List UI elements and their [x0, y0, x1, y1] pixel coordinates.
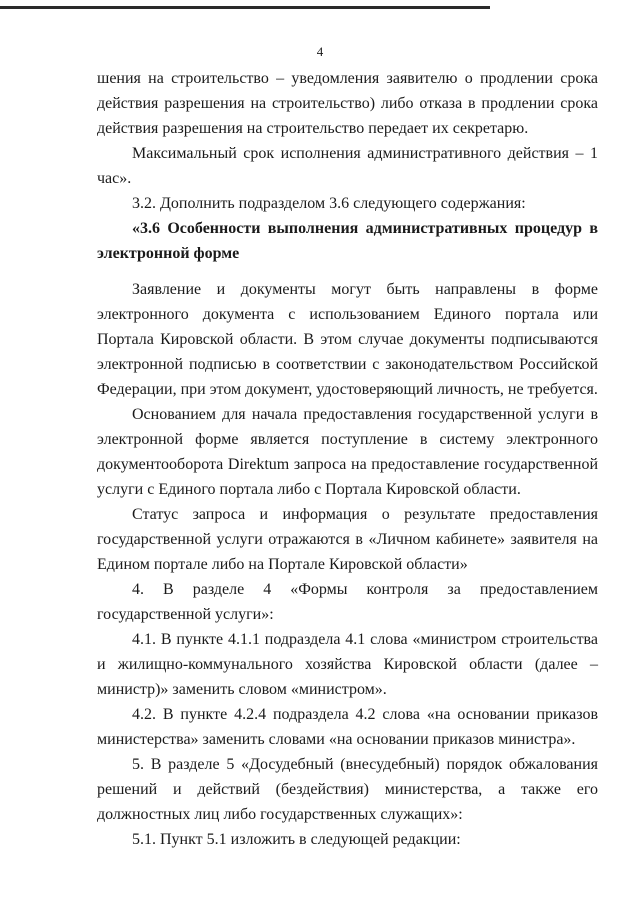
paragraph-request-status: Статус запроса и информация о результате предоставления государственной услуги отражаются в «Личном кабинете» заявителя на Едином портале либо на Портале Кировской области» — [97, 506, 598, 573]
paragraph-application-documents: Заявление и документы могут быть направлены в форме электронного документа с использованием Единого портала или Портала Кировской области. В этом случае документы подписываются электронной подписью в соответствии с законодательством Российской Федерации, при этом документ, удостоверяющий личность, не требуется. — [97, 281, 598, 398]
paragraph-max-term: Максимальный срок исполнения административного действия – 1 час». — [97, 145, 598, 187]
paragraph-basis-electronic: Основанием для начала предоставления государственной услуги в электронной форме является поступление в систему электронного документооборота Direktum запроса на предоставление государственной услуги с Единого портала либо с Портала Кировской области. — [97, 406, 598, 498]
section-heading-3-6: «3.6 Особенности выполнения административных процедур в электронной форме — [97, 220, 598, 262]
paragraph-3-2: 3.2. Дополнить подразделом 3.6 следующего содержания: — [132, 195, 526, 212]
paragraph-continuation: шения на строительство – уведомления заявителю о продлении срока действия разрешения на строительство) либо отказа в продлении срока действия разрешения на строительство передает их секретарю. — [97, 70, 598, 137]
top-border-line — [0, 6, 490, 9]
paragraph-section-5: 5. В разделе 5 «Досудебный (внесудебный) порядок обжалования решений и действий (бездействия) министерства, а также его должностных лиц либо государственных служащих»: — [97, 756, 598, 823]
document-body — [97, 66, 598, 852]
paragraph-5-1: 5.1. Пункт 5.1 изложить в следующей редакции: — [132, 831, 461, 848]
page-number: 4 — [316, 44, 324, 59]
paragraph-4-2: 4.2. В пункте 4.2.4 подраздела 4.2 слова «на основании приказов министерства» заменить словами «на основании приказов министра». — [97, 706, 598, 748]
paragraph-section-4: 4. В разделе 4 «Формы контроля за предоставлением государственной услуги»: — [97, 581, 598, 623]
paragraph-4-1: 4.1. В пункте 4.1.1 подраздела 4.1 слова «министром строительства и жилищно-коммунального хозяйства Кировской области (далее – министр)» заменить словом «министром». — [97, 631, 598, 698]
